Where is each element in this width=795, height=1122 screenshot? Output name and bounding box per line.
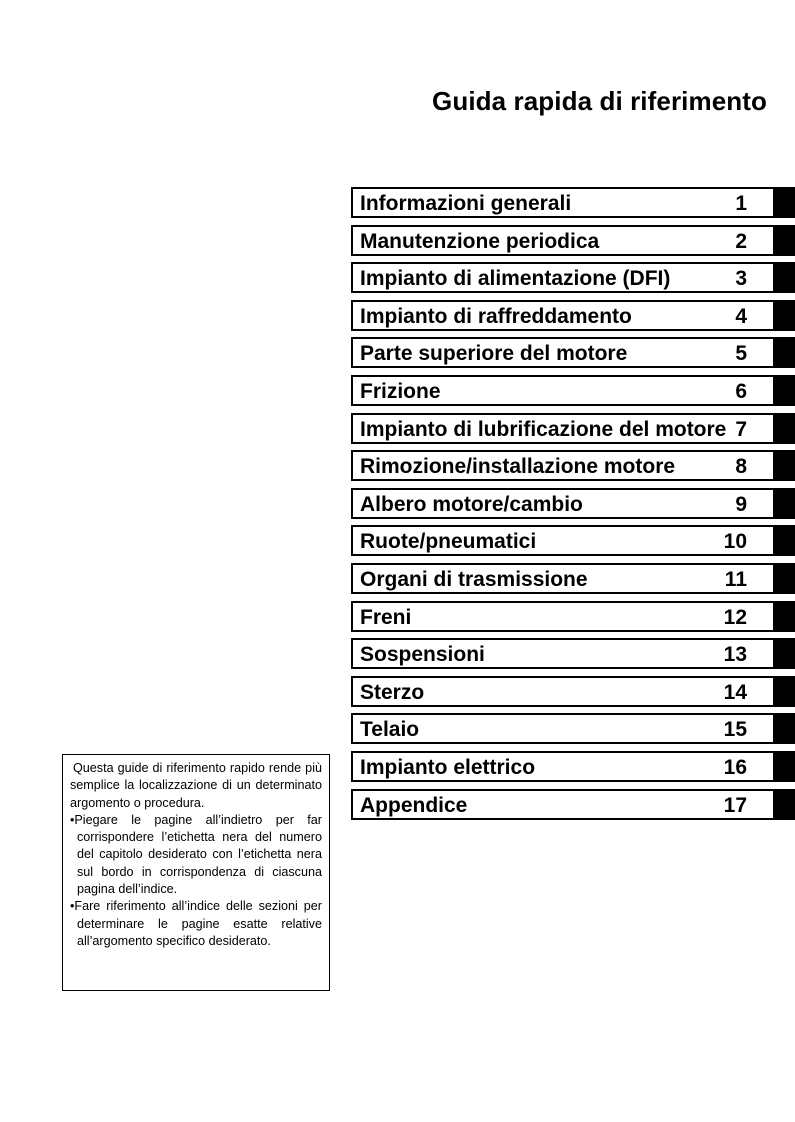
chapter-frame [351, 751, 775, 782]
chapter-frame [351, 601, 775, 632]
usage-note-intro: Questa guide di riferimento rapido rende più semplice la localizzazione di un determinato argomento o procedura. [70, 761, 322, 810]
chapter-number: 6 [735, 379, 747, 403]
chapter-thumb-tab [775, 375, 795, 406]
chapter-thumb-tab [775, 601, 795, 632]
chapter-title: Albero motore/cambio [360, 492, 583, 516]
chapter-frame [351, 450, 775, 481]
chapter-title: Parte superiore del motore [360, 342, 628, 366]
chapter-title: Informazioni generali [360, 192, 572, 215]
chapter-number: 14 [723, 680, 747, 704]
chapter-title: Ruote/pneumatici [360, 530, 537, 554]
chapter-number: 2 [735, 229, 747, 253]
chapter-frame [351, 713, 775, 744]
chapter-frame [351, 225, 775, 256]
chapter-thumb-tab [775, 676, 795, 707]
chapter-frame [351, 638, 775, 669]
chapter-thumb-tab [775, 563, 795, 594]
chapter-row-2[interactable] [351, 225, 795, 256]
chapter-title: Impianto elettrico [360, 755, 536, 779]
usage-note-bullet: •Fare riferimento all’indice delle sezioni per determinare le pagine esatte relative all’argomento specifico desiderato. [70, 899, 322, 948]
chapter-thumb-tab [775, 337, 795, 368]
chapter-row-17[interactable] [351, 789, 795, 820]
usage-note-box [62, 754, 330, 991]
chapter-number: 17 [723, 793, 747, 817]
chapter-row-4[interactable] [351, 300, 795, 331]
chapter-number: 16 [723, 755, 747, 779]
page-title: Guida rapida di riferimento [432, 86, 767, 116]
chapter-row-11[interactable] [351, 563, 795, 594]
chapter-number: 4 [735, 304, 747, 328]
chapter-row-12[interactable] [351, 601, 795, 632]
chapter-thumb-tab [775, 262, 795, 293]
chapter-title: Rimozione/installazione motore [360, 455, 676, 479]
chapter-title: Freni [360, 605, 412, 629]
chapter-frame [351, 789, 775, 820]
chapter-row-9[interactable] [351, 488, 795, 519]
chapter-number: 9 [735, 492, 747, 516]
chapter-row-8[interactable] [351, 450, 795, 481]
chapter-thumb-tab [775, 488, 795, 519]
chapter-frame [351, 525, 775, 556]
chapter-row-16[interactable] [351, 751, 795, 782]
chapter-thumb-tab [775, 789, 795, 820]
chapter-row-5[interactable] [351, 337, 795, 368]
chapter-number: 3 [735, 267, 747, 291]
chapter-frame [351, 488, 775, 519]
chapter-number: 11 [724, 567, 747, 591]
chapter-row-15[interactable] [351, 713, 795, 744]
chapter-row-7[interactable] [351, 413, 795, 444]
chapter-title: Impianto di alimentazione (DFI) [360, 267, 671, 291]
chapter-frame [351, 563, 775, 594]
chapter-thumb-tab [775, 187, 795, 218]
chapter-thumb-tab [775, 450, 795, 481]
chapter-index [351, 187, 795, 826]
usage-note-bullet: •Piegare le pagine all’indietro per far corrispondere l’etichetta nera del numero del capitolo desiderato con l’etichetta nera sul bordo in corrispondenza di ciascuna pagina dell’indice. [70, 812, 322, 897]
chapter-frame [351, 187, 775, 218]
chapter-title: Telaio [360, 718, 420, 742]
chapter-thumb-tab [775, 300, 795, 331]
chapter-thumb-tab [775, 638, 795, 669]
chapter-title: Sterzo [360, 680, 425, 704]
chapter-title: Sospensioni [360, 643, 485, 667]
chapter-number: 15 [723, 718, 747, 742]
chapter-frame [351, 262, 775, 293]
chapter-row-6[interactable] [351, 375, 795, 406]
chapter-thumb-tab [775, 413, 795, 444]
chapter-number: 10 [723, 530, 747, 554]
chapter-title: Appendice [360, 793, 468, 817]
chapter-frame [351, 676, 775, 707]
chapter-number: 12 [723, 605, 747, 629]
chapter-thumb-tab [775, 713, 795, 744]
chapter-frame [351, 337, 775, 368]
chapter-thumb-tab [775, 525, 795, 556]
chapter-row-14[interactable] [351, 676, 795, 707]
chapter-title: Impianto di raffreddamento [360, 304, 632, 328]
chapter-frame [351, 300, 775, 331]
chapter-frame [351, 375, 775, 406]
chapter-title: Impianto di lubrificazione del motore [360, 417, 727, 441]
chapter-thumb-tab [775, 225, 795, 256]
chapter-number: 8 [735, 455, 747, 479]
chapter-row-1[interactable] [351, 187, 795, 218]
chapter-title: Manutenzione periodica [360, 229, 600, 253]
chapter-number: 7 [735, 417, 747, 441]
chapter-row-13[interactable] [351, 638, 795, 669]
chapter-number: 1 [735, 192, 747, 215]
chapter-number: 5 [735, 342, 747, 366]
chapter-row-10[interactable] [351, 525, 795, 556]
chapter-title: Frizione [360, 379, 441, 403]
chapter-frame [351, 413, 775, 444]
chapter-number: 13 [723, 643, 747, 667]
chapter-thumb-tab [775, 751, 795, 782]
chapter-title: Organi di trasmissione [360, 567, 588, 591]
chapter-row-3[interactable] [351, 262, 795, 293]
